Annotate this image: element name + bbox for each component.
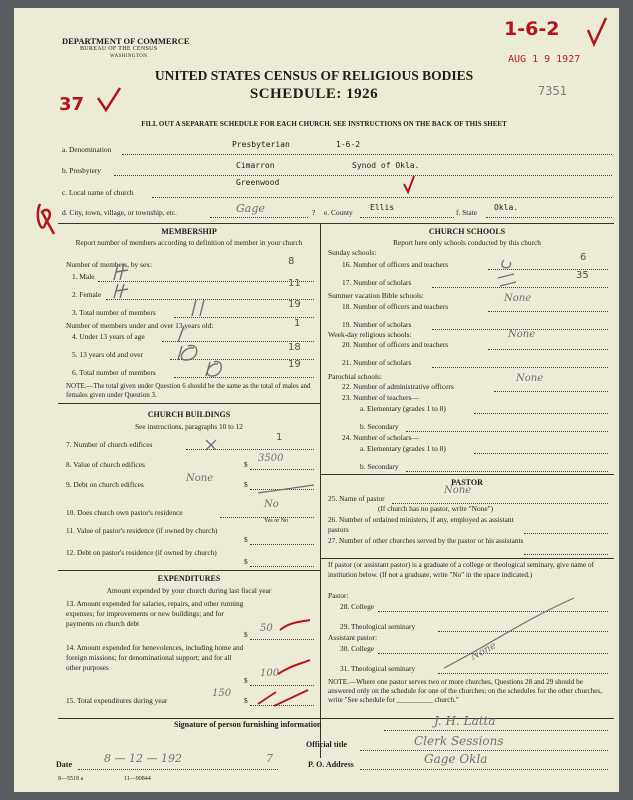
q20-value: None [508, 329, 536, 340]
print-number: 11—90844 [124, 776, 151, 782]
presbytery-label: b. Presbytery [62, 166, 101, 175]
schedule-title: SCHEDULE: 1926 [249, 86, 379, 102]
q22-value: None [516, 373, 544, 384]
presbytery-value: Cimarron [236, 161, 275, 170]
local-name-value: Greenwood [236, 178, 280, 187]
city-line: WASHINGTON [110, 54, 148, 59]
county-value: Ellis [370, 203, 395, 212]
edifice-debt: None [186, 473, 214, 484]
bureau-name: BUREAU OF THE CENSUS [80, 46, 158, 52]
form-number: 8—5518 a [58, 776, 84, 782]
city-label: d. City, town, village, or township, etc. [62, 208, 177, 217]
left-annotation: 37 [59, 94, 85, 115]
serial-number: 7351 [538, 84, 567, 98]
date-year-digit: 7 [266, 752, 273, 765]
census-schedule-sheet: DEPARTMENT OF COMMERCE BUREAU OF THE CENSUS WASHINGTON UNITED STATES CENSUS OF RELIGIOUS BODIES SCHEDULE: 1926 FILL OUT A SEPARATE SCHEDULE FOR EACH CHURCH. SEE INSTRUCTIONS ON THE BACK OF THIS SHEET AUG 1 9 1927 7351 1-6-2 37 a. Denomination Presbyterian 1-6-2 b. Presbytery Cimarron Synod of Okla. c. Local name of church Greenwood d. City, town, village, or township, etc. Gage ? e. County Ellis f. State Okla. MEMBERSHIP Report number of members according to definition of member in your church Number of members, by sex: 1. Male 8 2. Female 11 3. Total number of members 19 Number of members under and over 13 years old: 4. Under 13 years of age 1 5. 13 years old and over 18 6. Total number of members 19 NOTE.—The total given under Question 6 should be the same as the total of males and females given under Question 3. CHURCH BUILDINGS See instructions, paragraphs 10 to 12 7. Number of church edifices 1 8. Value of church edifices $ 3500 9. Debt on church edifices $ None 10. Does church own pastor's residence No Yes or No 11. Value of pastor's residence (if owned by church) $ 12. Debt on pastor's residence (if owned by church) $ EXPENDITURES Amount expended by your church during last fiscal year 13. Amount expended for salaries, repairs, and other running expenses; for improvements or new buildings; and for payments on church debt $ 50 14. Amount expended for benevolences, including home and foreign missions; for denominational support; and for all other purposes $ 100 15. Total expenditures during year $ 150 CHURCH SCHOOLS Report here only schools conducted by this church Sunday schools: 16. Number of officers and teachers 6 17. Number of scholars 35 Summer vacation Bible schools: 18. Number of officers and teachers None 19. Number of scholars Week-day religious schools: 20. Number of officers and teachers None 21. Number of scholars Parochial schools: 22. Number of administrative officers None 23. Number of teachers— a. Elementary (grades 1 to 8) b. Secondary 24. Number of scholars— a. Elementary (grades 1 to 8) b. Secondary PASTOR 25. Name of pastor None (If church has no pastor, write "None") 26. Number of ordained ministers, if any, employed as assistant pastors 27. Number of other churches served by the pastor or his assistants If pastor (or assistant pastor) is a graduate of a college or theological seminary, give name of institution below. (If not a graduate, write "No" in the space indicated.) Pastor: 28. College 29. Theological seminary Assistant pastor: 30. College 31. Theological seminary None NOTE.—Where one pastor serves two or more churches, Questions 28 and 29 should be answered only on the schedule for one of the churches; on the schedules for the other churches, write "See schedule for __________ church." Signature of person furnishing information J. H. Latta Official title Clerk Sessions Date 8 — 12 — 192 7 P. O. Address Gage Okla 8—5518 a 11—90844 [14, 8, 619, 792]
state-value: Okla. [494, 203, 519, 212]
county-label: e. County [324, 208, 353, 217]
form-title: UNITED STATES CENSUS OF RELIGIOUS BODIES [154, 68, 474, 83]
q15-value: 150 [212, 688, 232, 699]
schools-heading: CHURCH SCHOOLS [428, 227, 506, 236]
state-label: f. State [456, 208, 477, 217]
date-label: Date [56, 760, 72, 769]
pastor-heading: PASTOR [451, 478, 483, 487]
denomination-value: Presbyterian [232, 140, 290, 149]
membership-intro: Report number of members according to definition of member in your church [75, 238, 303, 247]
q13-label: 13. Amount expended for salaries, repairs, and other running expenses; for improvements or new buildings; and for payments on church debt [66, 599, 244, 629]
under-13-count: 1 [294, 318, 301, 329]
official-title-value: Clerk Sessions [414, 734, 504, 748]
synod-value: Synod of Okla. [352, 161, 420, 170]
address-value: Gage Okla [424, 752, 488, 766]
pencil-slash-pastor [14, 8, 619, 792]
signature-label: Signature of person furnishing information [174, 720, 322, 729]
over-13-count: 18 [288, 342, 301, 353]
department-name: DEPARTMENT OF COMMERCE [62, 36, 190, 46]
edifices-count: 1 [276, 432, 283, 443]
received-stamp: AUG 1 9 1927 [508, 54, 581, 65]
local-name-label: c. Local name of church [62, 188, 134, 197]
pastor-note: NOTE.—Where one pastor serves two or more churches, Questions 28 and 29 should be answered only on the schedule for one of the churches; on the schedules for the other churches, write "See schedule for __________ church." [328, 678, 603, 705]
female-count: 11 [288, 278, 301, 289]
q25-value: None [444, 485, 472, 496]
membership-heading: MEMBERSHIP [161, 227, 217, 236]
total-members-age: 19 [288, 359, 301, 370]
q31-value: None [469, 640, 499, 663]
denomination-code: 1-6-2 [336, 140, 361, 149]
q16-value: 6 [580, 252, 587, 263]
buildings-heading: CHURCH BUILDINGS [147, 410, 231, 419]
corner-annotation: 1-6-2 [504, 18, 560, 40]
expenditures-heading: EXPENDITURES [157, 574, 221, 583]
date-value: 8 — 12 — 192 [104, 752, 182, 765]
title-label: Official title [306, 740, 348, 749]
address-label: P. O. Address [308, 760, 354, 769]
edifice-value: 3500 [258, 453, 284, 464]
membership-note: NOTE.—The total given under Question 6 should be the same as the total of males and females given under Question 3. [66, 382, 311, 399]
instructions-line: FILL OUT A SEPARATE SCHEDULE FOR EACH CHURCH. SEE INSTRUCTIONS ON THE BACK OF THIS SHEET [141, 120, 507, 128]
city-value: Gage [236, 202, 265, 215]
q14-label: 14. Amount expended for benevolences, including home and foreign missions; for denominational support; and for all other purposes [66, 643, 244, 673]
q13-value: 50 [260, 623, 273, 634]
q14-value: 100 [260, 668, 280, 679]
denomination-label: a. Denomination [62, 145, 112, 154]
male-count: 8 [288, 256, 295, 267]
q17-value: 35 [576, 270, 589, 281]
signature-value: J. H. Latta [434, 714, 496, 728]
q18-value: None [504, 293, 532, 304]
owns-residence: No [264, 499, 279, 510]
total-members: 19 [288, 299, 301, 310]
